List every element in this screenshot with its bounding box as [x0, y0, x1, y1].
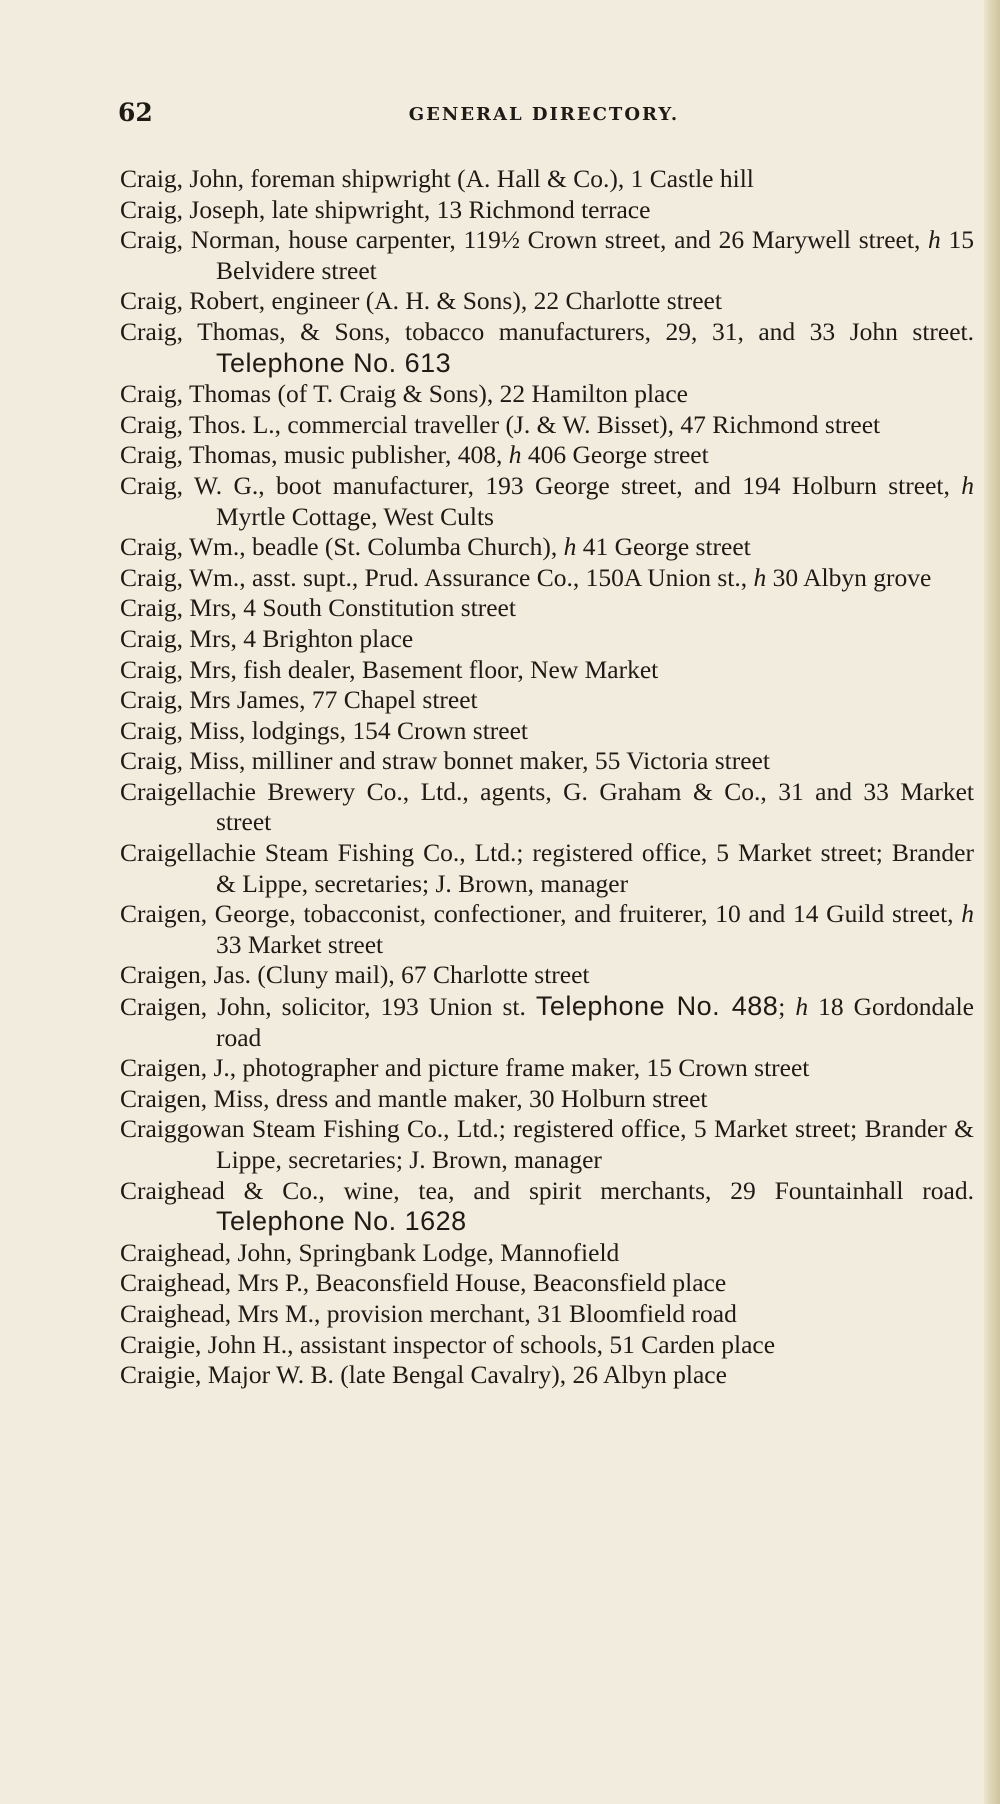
entry-text: Craiggowan Steam Fishing Co., Ltd.; registered office, 5 Market street; Brander & Lippe, secretaries; J. Brown, manager — [120, 1114, 974, 1174]
entry-text: Craighead, Mrs P., Beaconsfield House, Beaconsfield place — [120, 1268, 727, 1298]
directory-entry — [120, 960, 974, 991]
directory-entry — [120, 1299, 974, 1330]
entry-text: Craig, Wm., asst. supt., Prud. Assurance Co., 150A Union st., — [120, 562, 754, 592]
directory-entry — [120, 440, 974, 471]
home-address-marker: h — [563, 532, 577, 562]
directory-entry — [120, 593, 974, 624]
entry-text: Craig, Robert, engineer (A. H. & Sons), 22 Charlotte street — [120, 286, 722, 316]
directory-entry — [120, 899, 974, 960]
directory-entry — [120, 838, 974, 899]
entry-text: Craigen, John, solicitor, 193 Union st. — [120, 992, 536, 1022]
directory-entry — [120, 746, 974, 777]
directory-entry — [120, 716, 974, 747]
directory-entry — [120, 1360, 974, 1391]
home-address-marker: h — [928, 225, 941, 255]
directory-entry — [120, 1176, 974, 1238]
directory-entry — [120, 777, 974, 838]
entry-text: Craigen, Miss, dress and mantle maker, 30 Holburn street — [120, 1083, 708, 1113]
entry-text: Craig, Miss, lodgings, 154 Crown street — [120, 715, 528, 745]
entry-text: Craig, Mrs James, 77 Chapel street — [120, 685, 478, 715]
directory-entry — [120, 685, 974, 716]
directory-entry — [120, 286, 974, 317]
entry-text: 30 Albyn grove — [766, 562, 932, 592]
directory-entry — [120, 655, 974, 686]
entry-text: Craigen, George, tobacconist, confectioner, and fruiterer, 10 and 14 Guild street, — [120, 899, 962, 929]
entry-text: Craig, Thomas, music publisher, 408, — [120, 440, 509, 470]
directory-entry — [120, 164, 974, 195]
entry-text: Craig, Thomas (of T. Craig & Sons), 22 Hamilton place — [120, 379, 688, 409]
telephone-number: Telephone No. 1628 — [216, 1206, 467, 1237]
directory-entry — [120, 1268, 974, 1299]
entry-text: Craigellachie Steam Fishing Co., Ltd.; registered office, 5 Market street; Brander & Lippe, secretaries; J. Brown, manager — [120, 838, 974, 898]
directory-entry — [120, 1114, 974, 1175]
directory-entry — [120, 532, 974, 563]
page-header — [118, 98, 970, 134]
directory-entry — [120, 410, 974, 441]
directory-entry — [120, 1053, 974, 1084]
entry-text: Craig, Mrs, fish dealer, Basement floor, New Market — [120, 654, 659, 684]
directory-entry — [120, 563, 974, 594]
entry-text: Craig, Thomas, & Sons, tobacco manufacturers, 29, 31, and 33 John street. — [120, 316, 974, 346]
home-address-marker: h — [508, 440, 522, 470]
home-address-marker: h — [961, 470, 974, 500]
entry-text: Craighead, John, Springbank Lodge, Mannofield — [120, 1237, 620, 1267]
page-edge — [984, 0, 1000, 1804]
directory-entry — [120, 624, 974, 655]
home-address-marker: h — [753, 562, 767, 592]
directory-entry — [120, 991, 974, 1053]
entry-text: ; — [778, 992, 796, 1022]
entry-text: Craig, Thos. L., commercial traveller (J. & W. Bisset), 47 Richmond street — [120, 409, 881, 439]
entry-text: Craig, Mrs, 4 Brighton place — [120, 623, 414, 653]
entry-text: Myrtle Cottage, West Cults — [216, 501, 494, 531]
directory-entry — [120, 1330, 974, 1361]
entry-text: 41 George street — [576, 532, 751, 562]
entry-text: Craig, Joseph, late shipwright, 13 Richmond terrace — [120, 194, 651, 224]
entry-text: Craig, John, foreman shipwright (A. Hall & Co.), 1 Castle hill — [120, 164, 754, 193]
directory-entry — [120, 225, 974, 286]
entry-text: Craighead & Co., wine, tea, and spirit merchants, 29 Fountainhall road. — [120, 1175, 974, 1205]
home-address-marker: h — [961, 899, 974, 929]
directory-entry — [120, 195, 974, 226]
entry-text: Craig, Norman, house carpenter, 119½ Crown street, and 26 Marywell street, — [120, 225, 929, 255]
directory-entry — [120, 1238, 974, 1269]
directory-entry — [120, 1084, 974, 1115]
page-number: 62 — [118, 98, 153, 127]
entry-text: Craig, Mrs, 4 South Constitution street — [120, 593, 516, 623]
entry-text: Craighead, Mrs M., provision merchant, 31 Bloomfield road — [120, 1298, 737, 1328]
directory-entry — [120, 317, 974, 379]
telephone-number: Telephone No. 488 — [535, 991, 779, 1022]
entry-text: 15 Belvidere street — [216, 225, 974, 285]
telephone-number: Telephone No. 613 — [216, 347, 452, 378]
home-address-marker: h — [795, 992, 809, 1022]
directory-entries — [120, 164, 974, 1391]
entry-text: Craig, W. G., boot manufacturer, 193 George street, and 194 Holburn street, — [120, 470, 962, 500]
entry-text: Craigellachie Brewery Co., Ltd., agents, G. Graham & Co., 31 and 33 Market street — [120, 776, 974, 837]
entry-text: 33 Market street — [216, 929, 384, 959]
entry-text: 18 Gordondale road — [216, 992, 974, 1052]
directory-entry — [120, 379, 974, 410]
entry-text: Craigen, Jas. (Cluny mail), 67 Charlotte street — [120, 960, 590, 990]
entry-text: Craig, Wm., beadle (St. Columba Church), — [120, 532, 564, 562]
entry-text: 406 George street — [521, 440, 709, 470]
entry-text: Craigie, Major W. B. (late Bengal Cavalry), 26 Albyn place — [120, 1360, 727, 1390]
entry-text: Craigie, John H., assistant inspector of schools, 51 Carden place — [120, 1329, 776, 1359]
directory-entry — [120, 471, 974, 532]
entry-text: Craigen, J., photographer and picture frame maker, 15 Crown street — [120, 1053, 810, 1083]
entry-text: Craig, Miss, milliner and straw bonnet maker, 55 Victoria street — [120, 746, 770, 776]
running-title: GENERAL DIRECTORY. — [408, 104, 680, 125]
